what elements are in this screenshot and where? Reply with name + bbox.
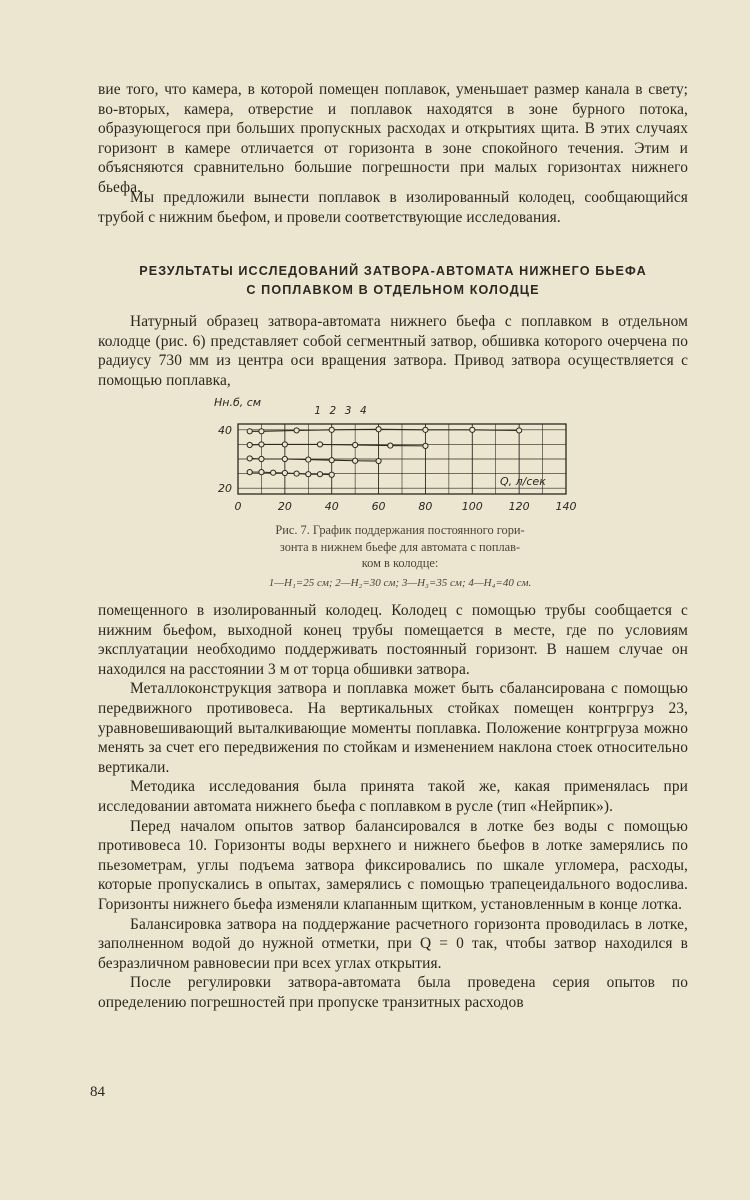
paragraph-text: Мы предложили вынести поплавок в изолированный колодец, сообщающийся трубой с нижним бьефом, и провели соответствующие исследования. [98,189,688,226]
paragraph-gate-description [98,312,688,390]
paragraph-proposal [98,188,688,227]
y-axis-label: Hн.б, см [214,396,262,409]
figure-caption [200,522,600,591]
data-point-series-3 [282,442,287,447]
y-tick-label: 40 [218,423,232,437]
paragraph-method: Методика исследования была принята такой же, какая применялась при исследовании автомата нижнего бьефа с поплавком в русле (тип «Нейрпик»). [98,778,688,815]
data-point-series-2 [329,458,334,463]
data-point-series-1 [329,472,334,477]
paragraph-well: помещенного в изолированный колодец. Колодец с помощью трубы сообщается с нижним бьефом, выходной конец трубы помещается в месте, где по условиям эксплуатации необходимо поддерживать постоянный горизонт. В нашем случае он находился на расстоянии 3 м от торца обшивки затвора. [98,602,688,678]
y-tick-label: 20 [218,482,232,496]
data-point-series-3 [247,442,252,447]
data-point-series-4 [294,428,299,433]
data-point-series-1 [247,470,252,475]
data-point-series-3 [388,443,393,448]
paragraph-experiments: После регулировки затвора-автомата была проведена серия опытов по определению погрешностей при пропуске транзитных расходов [98,974,688,1011]
x-tick-label: 60 [371,500,386,513]
data-point-series-4 [247,429,252,434]
caption-line-2: зонта в нижнем бьефе для автомата с поплав- [279,539,521,554]
data-point-series-1 [282,470,287,475]
paragraph-balancing: Перед началом опытов затвор балансировался в лотке без воды с помощью противовеса 10. Горизонты воды верхнего и нижнего бьефов в лотке замерялись по пьезометрам, углы подъема затвора фиксировались по шкале угломера, расходы, которые пропускались в опытах, замерялись с помощью трапецеидального водослива. Горизонты нижнего бьефа изменяли клапанным щитком, установленным в конце лотка. [98,817,688,913]
data-point-series-1 [271,470,276,475]
chart-svg [200,390,590,520]
data-point-series-3 [353,442,358,447]
section-heading-line-2: С ПОПЛАВКОМ В ОТДЕЛЬНОМ КОЛОДЦЕ [246,283,540,297]
data-point-series-2 [247,456,252,461]
data-point-series-4 [376,427,381,432]
data-point-series-3 [259,442,264,447]
paragraph-calibration: Балансировка затвора на поддержание расчетного горизонта проводилась в лотке, заполненном водой до нужной отметки, при Q = 0 так, чтобы затвор находился в безразличном равновесии при всех углах открытия. [98,915,688,972]
page-number: 84 [90,1084,105,1100]
paragraph-text: вие того, что камера, в которой помещен поплавок, уменьшает размер канала в свету; во-вторых, камера, отверстие и поплавок находятся в зоне бурного потока, образующегося при больших пропускных расходах и открытиях щита. В этих случаях горизонт в камере отличается от горизонта в зоне спокойного течения. Этим и объясняются сравнительно большие погрешности при малых горизонтах нижнего бьефа. [98,81,688,196]
curve-number-label: 4 [359,405,367,417]
x-tick-label: 120 [508,500,530,513]
x-tick-label: 0 [234,500,242,513]
data-point-series-4 [259,429,264,434]
curve-number-label: 3 [344,405,352,417]
data-point-series-3 [423,443,428,448]
caption-line-3: ком в колодце: [361,556,439,570]
data-point-series-2 [353,458,358,463]
x-tick-label: 40 [324,500,339,513]
x-axis-label: Q, л/сек [500,475,546,488]
data-point-series-4 [423,427,428,432]
x-tick-label: 100 [461,500,483,513]
x-tick-label: 20 [277,500,292,513]
paragraph-text: Натурный образец затвора-автомата нижнего бьефа с поплавком в отдельном колодце (рис. 6) представляет собой сегментный затвор, обшивка которого очерчена по радиусу 730 мм из центра оси вращения затвора. Привод затвора осуществляется с помощью поплавка, [98,313,688,389]
text-block-lower [98,601,688,1012]
x-tick-label: 80 [418,500,433,513]
curve-number-label: 1 [314,405,322,417]
figure-7-chart [200,390,590,520]
data-point-series-2 [376,458,381,463]
paragraph-continued [98,80,688,198]
paragraph-counterweight: Металлоконструкция затвора и поплавка может быть сбалансирована с помощью передвижного противовеса. На вертикальных стойках помещен контргруз 23, уравновешивающий выталкивающие моменты поплавка. Положение контргруза можно менять за счет его передвижения по стойкам и изменением наклона стоек относительно вертикали. [98,680,688,776]
data-point-series-1 [259,470,264,475]
section-heading-line-1: РЕЗУЛЬТАТЫ ИССЛЕДОВАНИЙ ЗАТВОРА-АВТОМАТА НИЖНЕГО БЬЕФА [139,264,647,278]
data-point-series-1 [306,472,311,477]
section-heading [98,262,688,300]
caption-line-1: Рис. 7. График поддержания постоянного гори- [275,523,525,537]
curve-number-label: 2 [329,405,337,417]
data-point-series-3 [317,442,322,447]
data-point-series-4 [517,428,522,433]
caption-legend: 1—H₁=25 см; 2—H₂=30 см; 3—H₃=35 см; 4—H₄=40 см. [268,576,532,589]
data-point-series-2 [259,456,264,461]
x-tick-label: 140 [555,500,577,513]
data-point-series-2 [306,457,311,462]
data-point-series-2 [282,456,287,461]
data-point-series-1 [294,471,299,476]
data-point-series-4 [470,427,475,432]
data-point-series-4 [329,427,334,432]
data-point-series-1 [317,472,322,477]
